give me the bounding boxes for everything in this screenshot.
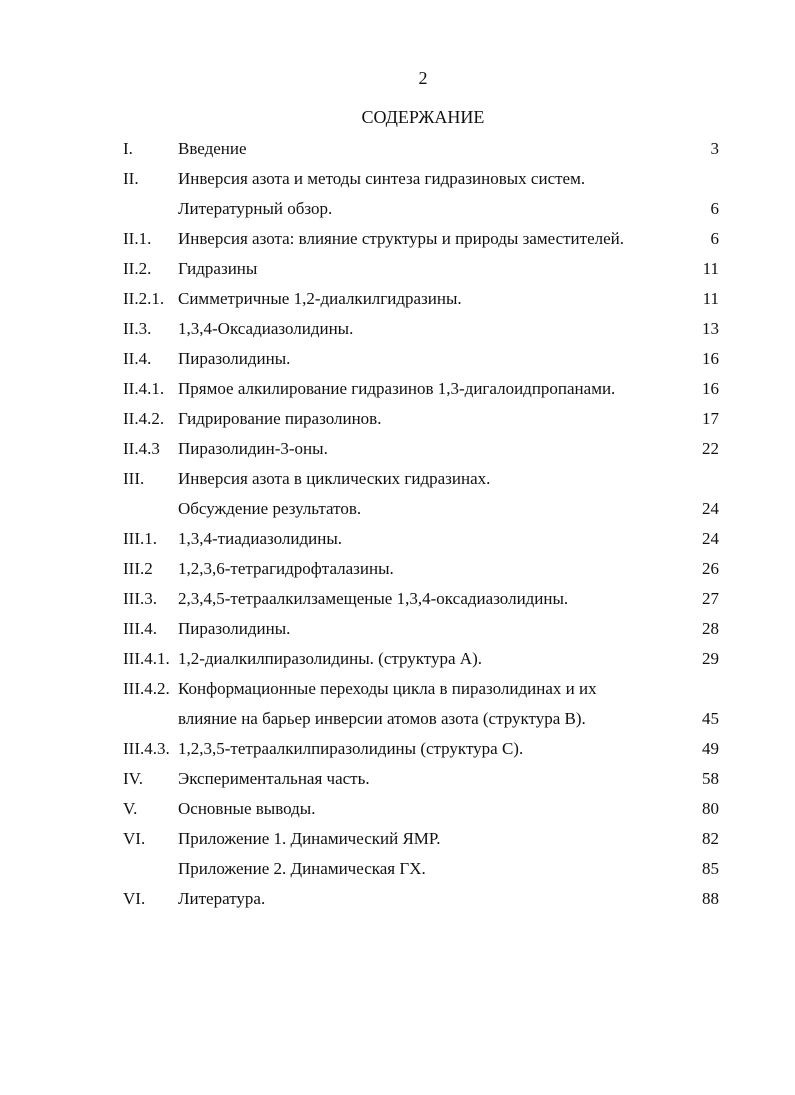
toc-entry: [123, 556, 719, 586]
toc-entry-page: 29: [702, 649, 719, 668]
toc-entry: [123, 436, 719, 466]
toc-entry: [123, 616, 719, 646]
toc-entry-title: Симметричные 1,2-диалкилгидразины.: [178, 289, 462, 308]
toc-entry: [123, 646, 719, 676]
toc-entry: [123, 346, 719, 376]
toc-entry: [123, 736, 719, 766]
toc-entry-title: Обсуждение результатов.: [178, 499, 362, 518]
page-number: 2: [418, 68, 428, 88]
toc-entry: [123, 496, 719, 526]
toc-entry-number: II.1.: [123, 229, 152, 248]
toc-entry-page: 6: [710, 199, 719, 218]
toc-entry-title: Гидрирование пиразолинов.: [178, 409, 382, 428]
toc-entry-title: 1,2,3,6-тетрагидрофталазины.: [178, 559, 394, 578]
toc-entry-number: III.3.: [123, 589, 157, 608]
toc-entry-page: 26: [702, 559, 719, 578]
toc-entry-title: 2,3,4,5-тетраалкилзамещеные 1,3,4-оксадиазолидины.: [178, 589, 569, 608]
toc-entry-title: Пиразолидин-3-оны.: [178, 439, 328, 458]
toc-entry-title: Основные выводы.: [178, 799, 316, 818]
toc-entry: [123, 766, 719, 796]
toc-entry-title: 1,3,4-Оксадиазолидины.: [178, 319, 354, 338]
toc-entry: [123, 136, 719, 166]
toc-entry-title: Пиразолидины.: [178, 349, 291, 368]
toc-entry-page: 11: [702, 259, 719, 278]
toc-entry-title: 1,3,4-тиадиазолидины.: [178, 529, 343, 548]
toc-entry-title: Конформационные переходы цикла в пиразолидинах и их: [178, 679, 597, 698]
toc-entry-title: влияние на барьер инверсии атомов азота (структура В).: [178, 709, 586, 728]
toc-entry: [123, 166, 719, 196]
toc-entry-number: V.: [123, 799, 138, 818]
toc-entry-number: VI.: [123, 889, 146, 908]
toc-entry-title: Гидразины: [178, 259, 258, 278]
toc-entry-number: III.4.: [123, 619, 157, 638]
toc-entry-page: 27: [702, 589, 719, 608]
toc-entry: [123, 376, 719, 406]
toc-entry-number: III.: [123, 469, 145, 488]
toc-entry-page: 88: [702, 889, 719, 908]
toc-entry-number: II.: [123, 169, 139, 188]
toc-entry: [123, 406, 719, 436]
toc-entry-page: 6: [710, 229, 719, 248]
toc-entry: [123, 196, 719, 226]
toc-entry-title: Литературный обзор.: [178, 199, 333, 218]
toc-entry-title: 1,2-диалкилпиразолидины. (структура А).: [178, 649, 482, 668]
toc-entry: [123, 526, 719, 556]
toc-entry-title: Литература.: [178, 889, 266, 908]
toc-entry: [123, 316, 719, 346]
toc-entry: [123, 226, 719, 256]
page-title: СОДЕРЖАНИЕ: [361, 107, 485, 127]
toc-entry-title: Инверсия азота: влияние структуры и природы заместителей.: [178, 229, 625, 248]
toc-entry: [123, 796, 719, 826]
toc-entry-number: I.: [123, 139, 133, 158]
toc-entry-page: 16: [702, 349, 719, 368]
table-of-contents: [123, 136, 719, 916]
toc-entry-page: 17: [702, 409, 719, 428]
toc-entry-number: III.4.2.: [123, 679, 170, 698]
toc-entry-page: 24: [702, 499, 719, 518]
toc-entry-number: IV.: [123, 769, 143, 788]
toc-entry-page: 3: [710, 139, 719, 158]
toc-entry: [123, 886, 719, 916]
toc-entry-number: II.4.2.: [123, 409, 165, 428]
toc-entry-page: 85: [702, 859, 719, 878]
toc-entry-number: VI.: [123, 829, 146, 848]
toc-entry-page: 49: [702, 739, 719, 758]
toc-entry: [123, 676, 719, 706]
toc-entry-number: II.3.: [123, 319, 152, 338]
toc-entry-title: Введение: [178, 139, 247, 158]
toc-entry-page: 22: [702, 439, 719, 458]
toc-entry-page: 28: [702, 619, 719, 638]
toc-entry: [123, 706, 719, 736]
toc-entry-page: 11: [702, 289, 719, 308]
toc-entry-title: Пиразолидины.: [178, 619, 291, 638]
toc-entry: [123, 256, 719, 286]
toc-entry-number: III.4.1.: [123, 649, 170, 668]
toc-entry: [123, 466, 719, 496]
toc-entry-number: III.1.: [123, 529, 157, 548]
toc-entry: [123, 826, 719, 856]
toc-entry-number: II.4.3: [123, 439, 160, 458]
toc-entry-page: 82: [702, 829, 719, 848]
toc-entry-title: Приложение 2. Динамическая ГХ.: [178, 859, 426, 878]
toc-entry-title: 1,2,3,5-тетраалкилпиразолидины (структура С).: [178, 739, 524, 758]
toc-entry-number: III.2: [123, 559, 153, 578]
toc-entry: [123, 286, 719, 316]
toc-entry-page: 24: [702, 529, 719, 548]
toc-entry-title: Инверсия азота и методы синтеза гидразиновых систем.: [178, 169, 586, 188]
toc-entry-number: II.4.: [123, 349, 152, 368]
toc-entry-number: II.4.1.: [123, 379, 165, 398]
toc-entry-page: 16: [702, 379, 719, 398]
toc-entry-page: 13: [702, 319, 719, 338]
toc-entry-title: Приложение 1. Динамический ЯМР.: [178, 829, 441, 848]
toc-entry: [123, 586, 719, 616]
toc-entry-number: II.2.1.: [123, 289, 165, 308]
toc-entry-number: II.2.: [123, 259, 152, 278]
toc-entry-number: III.4.3.: [123, 739, 170, 758]
toc-entry-title: Экспериментальная часть.: [178, 769, 370, 788]
toc-entry: [123, 856, 719, 886]
toc-entry-title: Прямое алкилирование гидразинов 1,3-дигалоидпропанами.: [178, 379, 616, 398]
toc-entry-page: 58: [702, 769, 719, 788]
toc-entry-page: 80: [702, 799, 719, 818]
toc-entry-title: Инверсия азота в циклических гидразинах.: [178, 469, 491, 488]
toc-entry-page: 45: [702, 709, 719, 728]
